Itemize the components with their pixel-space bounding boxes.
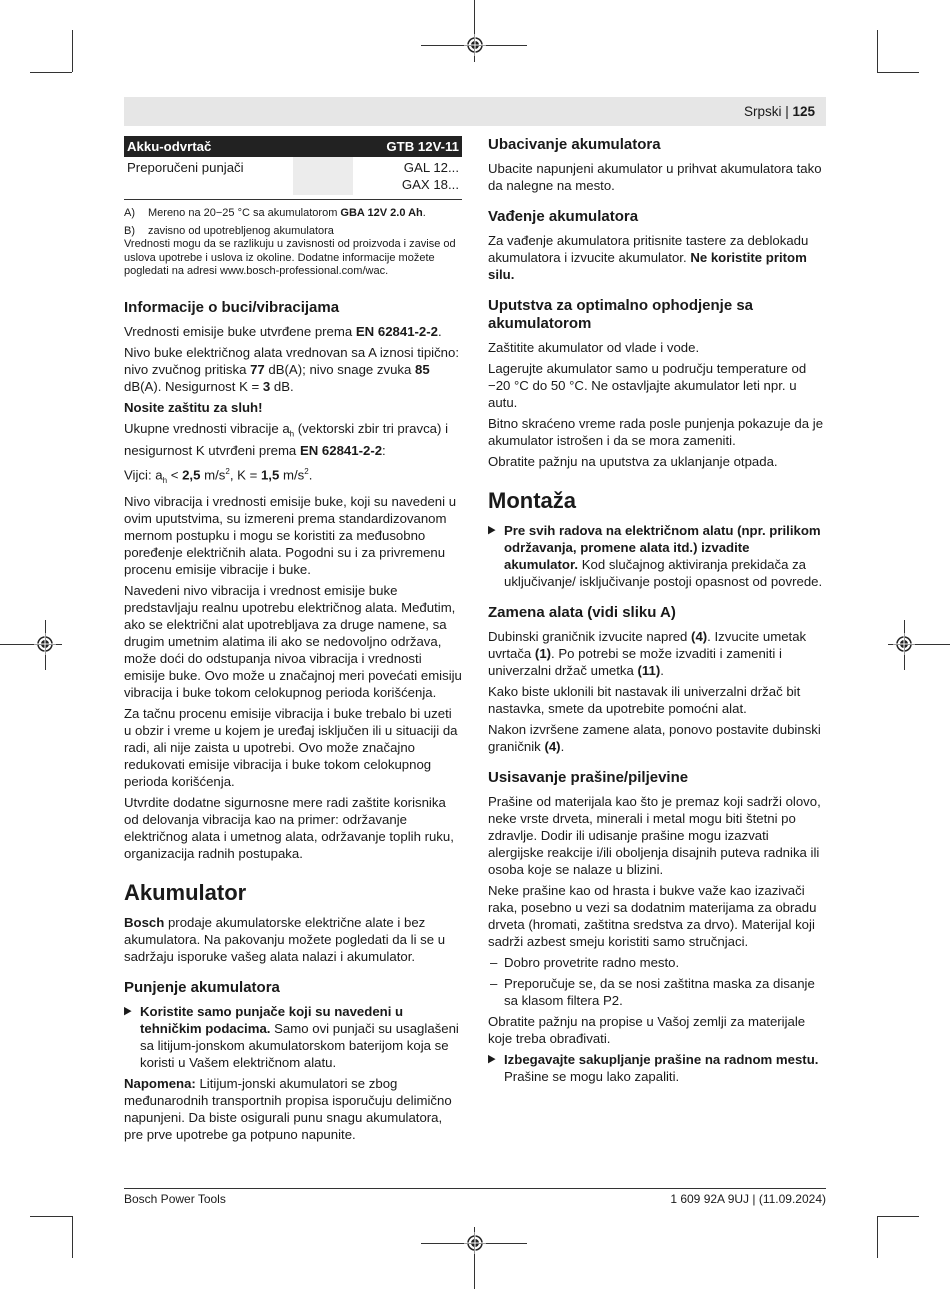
registration-mark-icon bbox=[464, 34, 486, 56]
bullet-triangle-icon: ▶ bbox=[488, 1053, 496, 1065]
uputstva-p1: Zaštitite akumulator od vlade i vode. bbox=[488, 340, 700, 355]
crop-mark-tl-v bbox=[72, 30, 73, 72]
montaza-heading: Montaža bbox=[488, 488, 576, 513]
spec-row-value: GAL 12... GAX 18... bbox=[401, 160, 459, 192]
zamena-p1: Dubinski graničnik izvucite napred (4). Izvucite umetak uvrtača (1). Po potrebi se može izvaditi i zameniti i univerzalni držač umetka (11). bbox=[488, 629, 807, 678]
crop-mark-tl-h bbox=[30, 72, 72, 73]
akumulator-heading: Akumulator bbox=[124, 880, 247, 906]
table-rule bbox=[124, 199, 462, 200]
spec-header-right: GTB 12V-11 bbox=[353, 136, 462, 157]
usisavanje-p3: Obratite pažnju na propise u Vašoj zemlji za materijale koje treba obrađivati. bbox=[488, 1014, 806, 1046]
crop-mark-tr-h bbox=[877, 72, 919, 73]
usisavanje-p1: Prašine od materijala kao što je premaz koji sadrži olovo, neke vrste drveta, minerali i metal mogu biti štetni po zdravlje. Dodir ili udisanje prašine mogu izazvati alergijske reakcije i/ili oboljenja disajnih puteva radnika ili osoba koje se nalaze u blizini. bbox=[488, 794, 821, 877]
zamena-p2: Kako biste uklonili bit nastavak ili univerzalni držač bit nastavka, smete da upotrebite pomoćni alat. bbox=[488, 684, 801, 716]
noise-p3: Nosite zaštitu za sluh! bbox=[124, 399, 263, 415]
noise-p1: Vrednosti emisije buke utvrđene prema EN 62841-2-2. bbox=[124, 323, 442, 339]
zamena-p3: Nakon izvršene zamene alata, ponovo postavite dubinski graničnik (4). bbox=[488, 722, 821, 754]
footnote-note: Vrednosti mogu da se razlikuju u zavisnosti od proizvoda i zavise od uslova upotrebe i uslova iz okoline. Dodatne informacije možete pogledati na adresi www.bosch-professional.com/wac. bbox=[124, 238, 456, 277]
crop-mark-bl-v bbox=[72, 1216, 73, 1258]
crop-mark-bl-h bbox=[30, 1216, 72, 1217]
uputstva-p2: Lagerujte akumulator samo u području temperature od −20 °C do 50 °C. Ne ostavljajte akumulator leti npr. u autu. bbox=[488, 361, 807, 410]
noise-p5: Vijci: $a_h < 2,5$ $m/s^2$, K = 1,5 $m/s^2$. bbox=[124, 467, 313, 486]
vadjenje-heading: Vađenje akumulatora bbox=[488, 208, 639, 225]
bullet-triangle-icon: ▶ bbox=[488, 524, 496, 536]
registration-mark-icon bbox=[893, 633, 915, 655]
footer-brand: Bosch Power Tools bbox=[124, 1192, 226, 1206]
ubacivanje-heading: Ubacivanje akumulatora bbox=[488, 136, 661, 153]
uputstva-p4: Obratite pažnju na uputstva za uklanjanje otpada. bbox=[488, 454, 778, 469]
noise-p9: Utvrdite dodatne sigurnosne mere radi zaštite korisnika od delovanja vibracija kao na primer: održavanje električnog alata i umetnog alata, održavanje toplih ruku, organizacija radnih postupaka. bbox=[124, 795, 454, 862]
montaza-bullet: ▶ Pre svih radova na električnom alatu (npr. prilikom održavanja, promene alata itd.) izvadite akumulator. Kod slučajnog aktiviranja prekidača za uključivanje/ isključivanje postoji opasnost od povrede. bbox=[488, 523, 823, 589]
noise-p2: Nivo buke električnog alata vrednovan sa A iznosi tipično: nivo zvučnog pritiska 77 dB(A); nivo snage zvuka 85 dB(A). Nesigurnost K = 3 dB. bbox=[124, 344, 460, 394]
footnote-b: B) zavisno od upotrebljenog akumulatora bbox=[124, 225, 334, 237]
napomena: Napomena: Litijum-jonski akumulatori se zbog međunarodnih transportnih propisa isporučuju delimično napunjeni. Da biste osigurali punu snagu akumulatora, pre prve upotrebe ga potpuno napunite. bbox=[124, 1076, 452, 1143]
uputstva-p3: Bitno skraćeno vreme rada posle punjenja pokazuje da je akumulator istrošen i da se mora zameniti. bbox=[488, 416, 824, 448]
noise-p6: Nivo vibracija i vrednosti emisije buke, koji su navedeni u ovim uputstvima, su izmereni prema standardizovanom mernom postupku i mogu se koristiti za međusobno poređenje električnih alata. Pogodni su i za privremenu procenu emisije vibracije i buke. bbox=[124, 494, 457, 578]
header-separator: | bbox=[781, 104, 793, 119]
noise-heading: Informacije o buci/vibracijama bbox=[124, 298, 340, 316]
footnote-a: A) Mereno na 20−25 °C sa akumulatorom GBA 12V 2.0 Ah. bbox=[124, 207, 426, 219]
punjenje-bullet: ▶ Koristite samo punjače koji su navedeni u tehničkim podacima. Samo ovi punjači su usaglašeni sa litijum-jonskom akumulatorskom baterijom koja se koristi u Vašem električnom alatu. bbox=[124, 1004, 459, 1071]
spec-row-label: Preporučeni punjači bbox=[127, 160, 244, 175]
crop-mark-tr-v bbox=[877, 30, 878, 72]
akumulator-p1: Bosch prodaje akumulatorske električne alate i bez akumulatora. Na pakovanju možete pogledati da li se u sadržaju isporuke vašeg alata nalazi i akumulator. bbox=[124, 915, 446, 965]
bullet-triangle-icon: ▶ bbox=[124, 1005, 132, 1018]
usisavanje-dash-2: – Preporučuje se, da se nosi zaštitna maska za disanje sa klasom filtera P2. bbox=[490, 976, 815, 1008]
spec-table-header bbox=[124, 136, 462, 157]
usisavanje-dash-1: – Dobro provetrite radno mesto. bbox=[490, 955, 680, 970]
spec-header-left: Akku-odvrtač bbox=[124, 136, 293, 157]
page-number: 125 bbox=[792, 104, 815, 119]
usisavanje-bullet: ▶ Izbegavajte sakupljanje prašine na radnom mestu. Prašine se mogu lako zapaliti. bbox=[488, 1052, 819, 1084]
right-column bbox=[488, 136, 826, 1089]
left-column bbox=[124, 136, 462, 1147]
header-language: Srpski bbox=[743, 104, 782, 119]
crop-mark-br-v bbox=[877, 1216, 878, 1258]
punjenje-heading: Punjenje akumulatora bbox=[124, 979, 280, 997]
header-band bbox=[124, 97, 826, 126]
noise-p7: Navedeni nivo vibracija i vrednost emisije buke predstavljaju realnu upotrebu električnog alata. Međutim, ako se električni alat upotrebljava za druge namene, sa drugim umetnim alatima ili ako se nedovoljno održava, može doći do odstupanja nivoa vibracija i vrednosti emisije buke. Ovo može u značajnoj meri povećati emisiju vibracija i buke tokom celokupnog perioda korišćenja. bbox=[124, 583, 462, 701]
page-header bbox=[744, 104, 815, 119]
registration-mark-icon bbox=[34, 633, 56, 655]
footer-doc-id: 1 609 92A 9UJ | (11.09.2024) bbox=[670, 1192, 826, 1206]
noise-p8: Za tačnu procenu emisije vibracija i buke trebalo bi uzeti u obzir i vreme u kojem je uređaj isključen ili u situaciji da radi, ali nije zaista u upotrebi. Ovo može značajno redukovati emisije vibracija i buke tokom celokupnog perioda korišćenja. bbox=[124, 706, 458, 790]
noise-p4: Ukupne vrednosti vibracije $a_h$ (vektorski zbir tri pravca) i nesigurnost K utvrđeni prema EN 62841-2-2: bbox=[124, 420, 449, 459]
spec-table bbox=[124, 136, 462, 195]
usisavanje-heading: Usisavanje prašine/piljevine bbox=[488, 769, 689, 786]
footer-rule bbox=[124, 1188, 826, 1189]
table-row bbox=[124, 157, 462, 195]
ubacivanje-p: Ubacite napunjeni akumulator u prihvat akumulatora tako da nalegne na mesto. bbox=[488, 161, 822, 193]
crop-mark-br-h bbox=[877, 1216, 919, 1217]
usisavanje-p2: Neke prašine kao od hrasta i bukve važe kao izazivači raka, posebno u vezi sa dodatnim materijama za obradu drveta (hromati, zaštitna sredstva za drvo). Materijal koji sadrži azbest smeju koristiti samo stručnjaci. bbox=[488, 883, 817, 949]
vadjenje-p: Za vađenje akumulatora pritisnite tastere za deblokadu akumulatora i izvucite akumulator. Ne koristite pritom silu. bbox=[488, 233, 809, 282]
uputstva-heading: Uputstva za optimalno ophodjenje sa akumulatorom bbox=[488, 297, 754, 332]
registration-mark-icon bbox=[464, 1232, 486, 1254]
zamena-heading: Zamena alata (vidi sliku A) bbox=[488, 604, 676, 621]
